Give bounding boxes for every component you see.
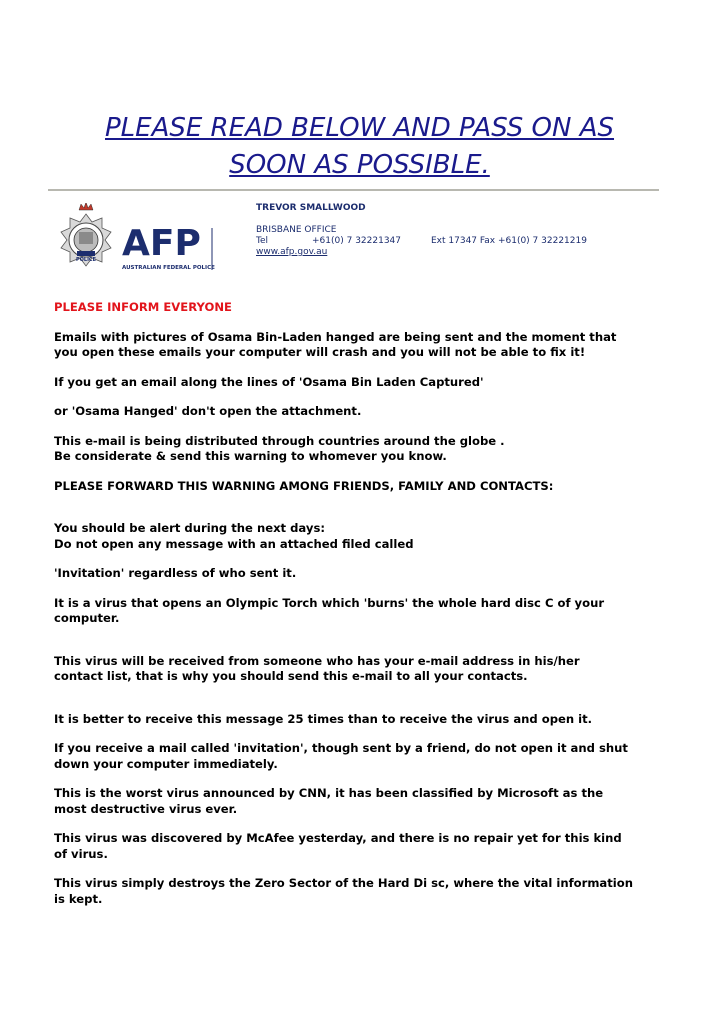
paragraph-4: This e-mail is being distributed through countries around the globe . Be considerate & send this warning to whomever you know. xyxy=(54,433,505,463)
paragraph-6: You should be alert during the next days: Do not open any message with an attached filed called xyxy=(54,521,414,551)
paragraph-14: This virus simply destroys the Zero Sector of the Hard Di sc, where the vital information is kept. xyxy=(54,876,633,906)
header-divider xyxy=(48,189,659,191)
paragraph-5: PLEASE FORWARD THIS WARNING AMONG FRIENDS, FAMILY AND CONTACTS: xyxy=(54,478,554,493)
contact-block xyxy=(256,203,587,258)
tel-number: +61(0) 7 32221347 xyxy=(312,236,401,246)
title-line-2: SOON AS POSSIBLE. xyxy=(229,150,490,180)
paragraph-8: It is a virus that opens an Olympic Torch which 'burns' the whole hard disc C of your computer. xyxy=(54,595,605,625)
afp-logo xyxy=(58,203,218,283)
paragraph-12: This is the worst virus announced by CNN, it has been classified by Microsoft as the most destructive virus ever. xyxy=(54,786,604,816)
paragraph-7: 'Invitation' regardless of who sent it. xyxy=(54,566,297,580)
inform-heading: PLEASE INFORM EVERYONE xyxy=(54,300,232,314)
afp-badge-icon xyxy=(58,203,218,283)
paragraph-2: If you get an email along the lines of 'Osama Bin Laden Captured' xyxy=(54,374,484,389)
contact-name: TREVOR SMALLWOOD xyxy=(256,203,366,213)
paragraph-3: or 'Osama Hanged' don't open the attachment. xyxy=(54,404,362,418)
paragraph-10: It is better to receive this message 25 times than to receive the virus and open it. xyxy=(54,711,593,726)
paragraph-9: This virus will be received from someone who has your e-mail address in his/her contact list, that is why you should send this e-mail to all your contacts. xyxy=(54,653,580,683)
ext-fax: Ext 17347 Fax +61(0) 7 32221219 xyxy=(431,236,587,246)
afp-wordmark: AFP xyxy=(122,223,201,264)
badge-text: POLICE xyxy=(75,257,97,263)
message-body xyxy=(54,300,674,907)
website-link[interactable]: www.afp.gov.au xyxy=(256,247,328,257)
contact-phone-row xyxy=(256,236,587,247)
title-line-1: PLEASE READ BELOW AND PASS ON AS xyxy=(104,113,615,143)
paragraph-11: If you receive a mail called 'invitation', though sent by a friend, do not open it and shut down your computer immediately. xyxy=(54,741,628,771)
paragraph-13: This virus was discovered by McAfee yesterday, and there is no repair yet for this kind of virus. xyxy=(54,831,622,861)
afp-subtitle: AUSTRALIAN FEDERAL POLICE xyxy=(122,265,215,271)
page-title xyxy=(40,110,679,184)
contact-office: BRISBANE OFFICE xyxy=(256,225,337,235)
paragraph-1: Emails with pictures of Osama Bin-Laden hanged are being sent and the moment that you open these emails your computer will crash and you will not be able to fix it! xyxy=(54,329,617,359)
tel-label: Tel xyxy=(256,236,269,246)
